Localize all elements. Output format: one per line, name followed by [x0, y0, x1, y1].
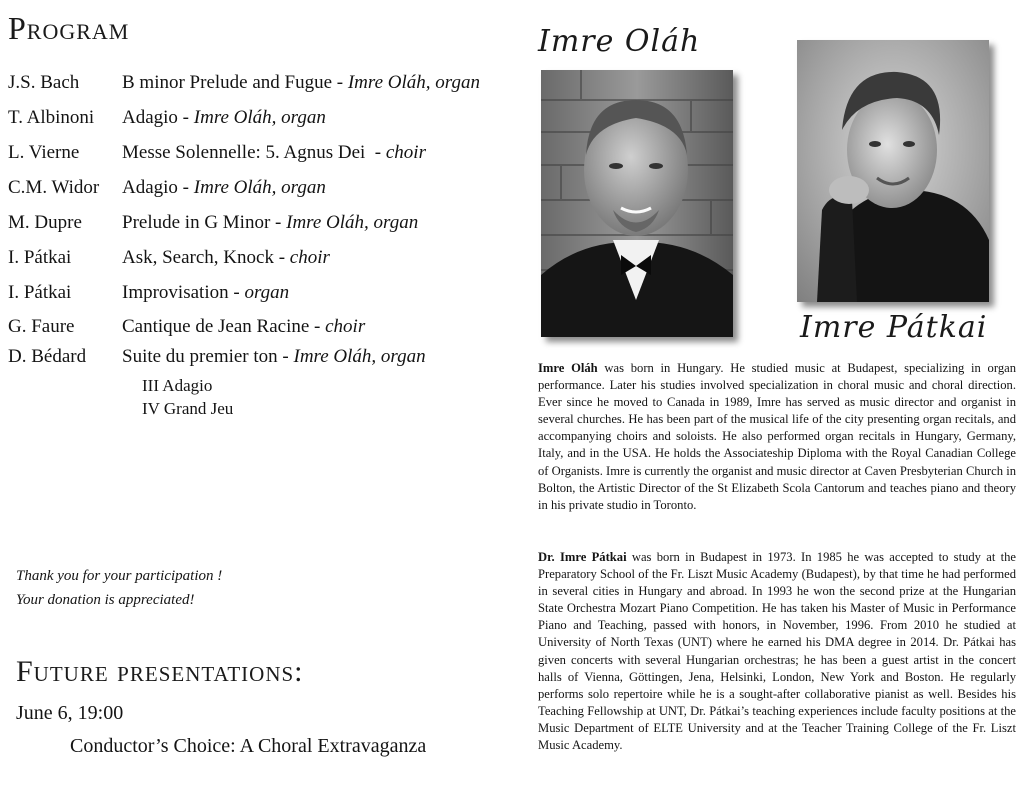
program-item — [8, 247, 330, 269]
program-work: B minor Prelude and Fugue - — [122, 72, 348, 93]
program-composer: C.M. Widor — [8, 177, 100, 198]
program-work: Prelude in G Minor - — [122, 212, 287, 233]
program-item — [8, 177, 326, 199]
program-performer: choir — [325, 316, 366, 337]
program-performer: Imre Oláh, organ — [193, 177, 326, 198]
olah-portrait-image — [541, 70, 733, 337]
future-event: Conductor’s Choice: A Choral Extravaganza — [70, 735, 427, 757]
program-item — [8, 142, 426, 164]
program-item — [8, 316, 365, 338]
program-performer: Imre Oláh, organ — [193, 107, 326, 128]
program-composer: G. Faure — [8, 316, 75, 337]
program-movement: III Adagio — [142, 376, 213, 395]
program-work: Adagio - — [122, 107, 194, 128]
program-composer: I. Pátkai — [8, 247, 72, 268]
program-item — [8, 346, 426, 368]
program-title: Program — [8, 10, 130, 46]
program-item — [8, 72, 480, 94]
patkai-name-heading: Imre Pátkai — [800, 310, 988, 345]
program-composer: J.S. Bach — [8, 72, 80, 93]
olah-photo — [541, 70, 733, 337]
program-composer: T. Albinoni — [8, 107, 95, 128]
program-work: Adagio - — [122, 177, 194, 198]
patkai-bio-name: Dr. Imre Pátkai — [538, 550, 627, 564]
donation-line: Your donation is appreciated! — [16, 592, 195, 608]
program-composer: M. Dupre — [8, 212, 82, 233]
patkai-bio-text: was born in Budapest in 1973. In 1985 he was accepted to study at the Preparatory School of the Fr. Liszt Music Academy (Budapest), by that time he had performed in several cities in Hungary and abroad. In 1993 he won the second prize at the Hungarian State Orchestra Mozart Piano Competition. He has taken his Master of Music in Performance Piano and Teaching, passed with honors, in November, 1996. From 2010 he studied at University of North Texas (UNT) where he earned his DMA degree in 2014. Dr. Pátkai has given concerts with several Hungarian orchestras; he has been a guest artist in the concert halls of Vienna, Göttingen, Jena, Helsinki, London, New York and Boston. He regularly performs solo repertoire while he is a sought-after collaborative pianist as well. Besides his Teaching Fellowship at UNT, Dr. Pátkai’s teaching experiences include faculty positions at the Music Department of ELTE University and at the Teacher Training College of the Fr. Liszt Music Academy. — [538, 550, 1016, 753]
olah-bio-name: Imre Oláh — [538, 361, 598, 375]
program-item — [8, 107, 326, 129]
patkai-portrait-image — [797, 40, 989, 302]
patkai-photo — [797, 40, 989, 302]
program-composer: I. Pátkai — [8, 282, 72, 303]
patkai-biography — [538, 549, 1016, 754]
program-performer: choir — [385, 142, 426, 163]
olah-bio-text: was born in Hungary. He studied music at Budapest, specializing in organ performance. Later his studies involved specialization in choral music and choral direction. Ever since he moved to Canada in 1989, Imre has served as music director and organist in several churches. He has been part of the musical life of the city presenting organ recitals, and accompanying choirs and soloists. He also performed organ recitals in Hungary, Germany, Italy, and in the USA. He holds the Associateship Diploma with the Royal Canadian College of Organists. Imre is currently the organist and music director at Caven Presbyterian Church in Bolton, the Artistic Director of the St Elizabeth Scola Cantorum and teaches piano and theory in his private studio in Toronto. — [538, 361, 1016, 512]
program-movement: IV Grand Jeu — [142, 399, 234, 418]
program-work: Messe Solennelle: 5. Agnus Dei - — [122, 142, 386, 163]
program-composer: D. Bédard — [8, 346, 87, 367]
program-performer: Imre Oláh, organ — [286, 212, 419, 233]
thanks-line: Thank you for your participation ! — [16, 568, 223, 584]
program-performer: choir — [289, 247, 330, 268]
program-performer: Imre Oláh, organ — [347, 72, 480, 93]
program-performer: Imre Oláh, organ — [293, 346, 426, 367]
program-performer: organ — [244, 282, 290, 303]
program-work: Suite du premier ton - — [122, 346, 294, 367]
olah-biography — [538, 360, 1016, 514]
future-date: June 6, 19:00 — [16, 702, 124, 724]
program-work: Ask, Search, Knock - — [122, 247, 290, 268]
program-item — [8, 212, 418, 234]
program-item — [8, 282, 289, 304]
future-presentations-title: Future presentations: — [16, 655, 304, 688]
program-composer: L. Vierne — [8, 142, 80, 163]
program-work: Improvisation - — [122, 282, 245, 303]
olah-name-heading: Imre Oláh — [538, 24, 701, 59]
program-work: Cantique de Jean Racine - — [122, 316, 326, 337]
